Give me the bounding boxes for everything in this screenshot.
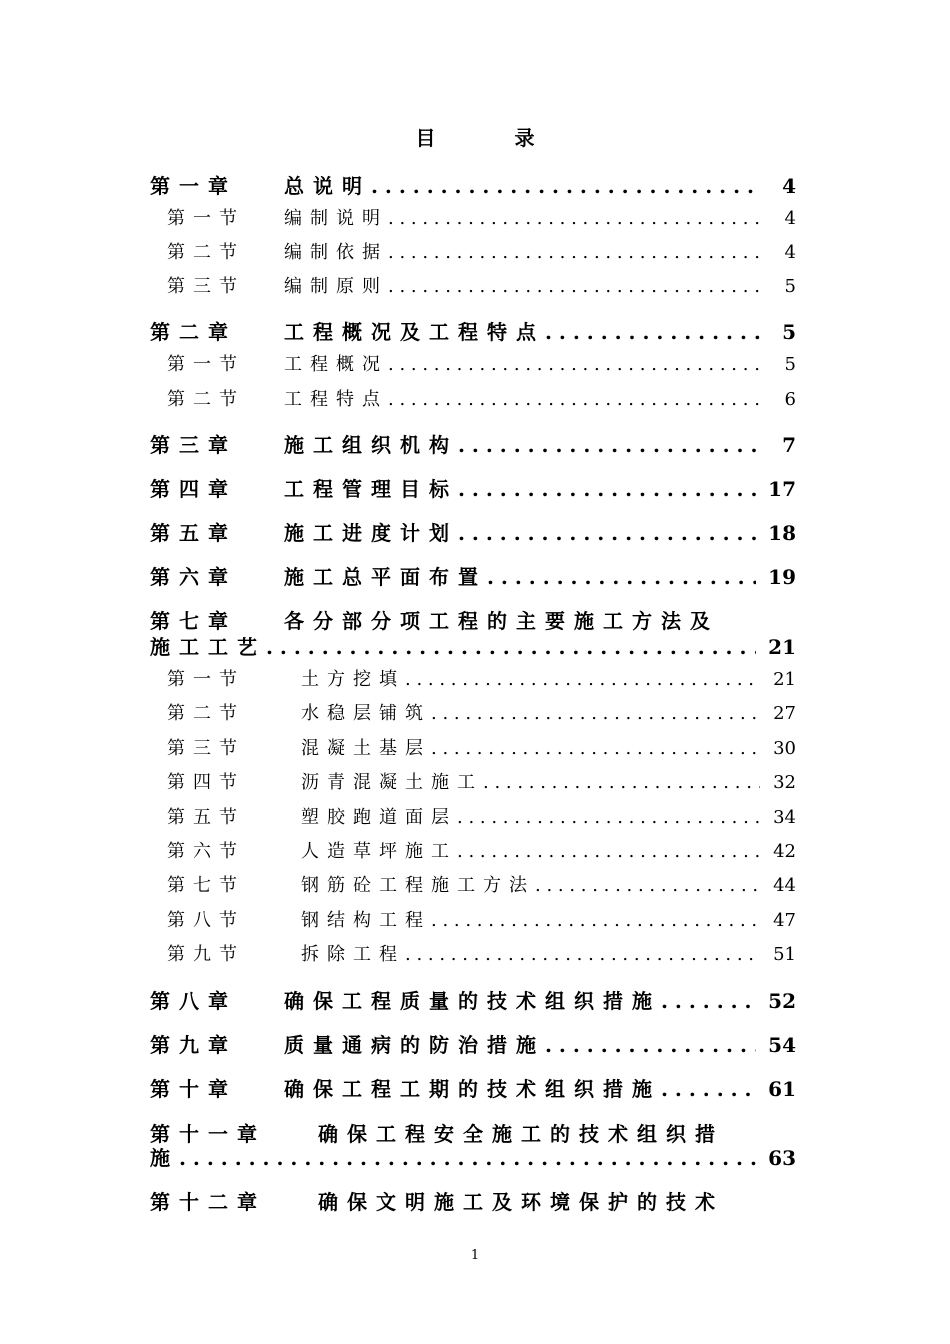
toc-page-number: 4 <box>784 208 796 229</box>
toc-page-number: 7 <box>782 433 796 457</box>
toc-chapter-entry[interactable] <box>150 170 796 199</box>
toc-section-entry[interactable] <box>167 940 796 966</box>
toc-page-number: 4 <box>782 174 796 198</box>
toc-leader-dots <box>388 276 760 297</box>
toc-section-entry[interactable] <box>167 204 796 230</box>
toc-entry-label: 第三章 <box>150 433 237 457</box>
toc-entry-label: 第二章 <box>150 320 237 344</box>
toc-page-number: 18 <box>768 521 796 545</box>
toc-leader-dots <box>431 738 760 759</box>
toc-entry-title-continued: 施工工艺 <box>150 635 266 659</box>
toc-entry-label: 第九节 <box>167 944 245 965</box>
toc-page-number: 32 <box>773 772 796 793</box>
page-number: 1 <box>470 1248 480 1263</box>
toc-entry-title: 编制说明 <box>284 208 388 229</box>
toc-entry-label: 第二节 <box>167 703 245 724</box>
toc-leader-dots <box>405 944 760 965</box>
toc-leader-dots <box>266 635 756 659</box>
toc-section-entry[interactable] <box>167 665 796 691</box>
toc-entry-title: 确保工程质量的技术组织措施 <box>284 989 661 1013</box>
toc-leader-dots <box>483 772 760 793</box>
toc-page-number: 63 <box>768 1146 796 1170</box>
toc-page-number: 5 <box>784 354 796 375</box>
toc-leader-dots <box>388 242 760 263</box>
toc-entry-title: 编制依据 <box>284 242 388 263</box>
toc-section-entry[interactable] <box>167 238 796 264</box>
toc-page-number: 51 <box>773 944 796 965</box>
toc-entry-label: 第五节 <box>167 807 245 828</box>
toc-entry-title: 人造草坪施工 <box>301 841 457 862</box>
toc-chapter-entry[interactable] <box>150 1029 796 1058</box>
toc-entry-title: 拆除工程 <box>301 944 405 965</box>
toc-entry-title: 水稳层铺筑 <box>301 703 431 724</box>
toc-leader-dots <box>457 807 760 828</box>
toc-entry-label: 第八章 <box>150 989 237 1013</box>
toc-section-entry[interactable] <box>167 906 796 932</box>
toc-entry-title: 沥青混凝土施工 <box>301 772 483 793</box>
toc-chapter-entry-continued[interactable] <box>150 631 796 660</box>
toc-entry-title: 工程概况 <box>284 354 388 375</box>
toc-entry-label: 第五章 <box>150 521 237 545</box>
toc-leader-dots <box>487 565 756 589</box>
toc-leader-dots <box>371 174 760 198</box>
toc-page-number: 21 <box>768 635 796 659</box>
toc-chapter-entry[interactable] <box>150 561 796 590</box>
toc-entry-title: 确保文明施工及环境保护的技术 <box>318 1190 724 1214</box>
toc-page-number: 27 <box>773 703 796 724</box>
toc-entry-title: 混凝土基层 <box>301 738 431 759</box>
toc-leader-dots <box>535 875 760 896</box>
toc-entry-label: 第一节 <box>167 669 245 690</box>
toc-entry-label: 第二节 <box>167 242 245 263</box>
toc-chapter-entry[interactable] <box>150 1073 796 1102</box>
toc-page-number: 21 <box>773 669 796 690</box>
toc-chapter-entry[interactable] <box>150 517 796 546</box>
toc-entry-title-continued: 施 <box>150 1146 179 1170</box>
toc-leader-dots <box>458 433 760 457</box>
toc-entry-title: 土方挖填 <box>301 669 405 690</box>
toc-page-number: 42 <box>773 841 796 862</box>
toc-entry-label: 第三节 <box>167 738 245 759</box>
toc-section-entry[interactable] <box>167 803 796 829</box>
toc-leader-dots <box>388 208 760 229</box>
toc-entry-title: 钢筋砼工程施工方法 <box>301 875 535 896</box>
toc-section-entry[interactable] <box>167 871 796 897</box>
toc-entry-title: 编制原则 <box>284 276 388 297</box>
toc-chapter-entry[interactable] <box>150 473 796 502</box>
toc-entry-title: 塑胶跑道面层 <box>301 807 457 828</box>
toc-page-number: 30 <box>773 738 796 759</box>
toc-entry-title: 钢结构工程 <box>301 910 431 931</box>
toc-entry-label: 第一章 <box>150 174 237 198</box>
toc-chapter-entry[interactable] <box>150 985 796 1014</box>
toc-entry-label: 第一节 <box>167 208 245 229</box>
toc-entry-label: 第十章 <box>150 1077 237 1101</box>
toc-page-number: 52 <box>768 989 796 1013</box>
toc-chapter-entry-continued[interactable] <box>150 1142 796 1171</box>
toc-leader-dots <box>661 1077 756 1101</box>
toc-page-number: 61 <box>768 1077 796 1101</box>
toc-chapter-entry[interactable] <box>150 605 796 634</box>
toc-entry-title: 工程概况及工程特点 <box>284 320 545 344</box>
toc-section-entry[interactable] <box>167 350 796 376</box>
toc-leader-dots <box>388 389 760 410</box>
toc-page-number: 54 <box>768 1033 796 1057</box>
toc-leader-dots <box>179 1146 756 1170</box>
toc-page-number: 6 <box>784 389 796 410</box>
toc-entry-label: 第九章 <box>150 1033 237 1057</box>
toc-page-number: 34 <box>773 807 796 828</box>
toc-page-number: 4 <box>784 242 796 263</box>
toc-leader-dots <box>405 669 760 690</box>
toc-section-entry[interactable] <box>167 734 796 760</box>
toc-leader-dots <box>545 320 760 344</box>
toc-leader-dots <box>458 477 756 501</box>
toc-section-entry[interactable] <box>167 385 796 411</box>
toc-entry-label: 第四节 <box>167 772 245 793</box>
toc-leader-dots <box>458 521 756 545</box>
toc-entry-title: 确保工程安全施工的技术组织措 <box>318 1122 724 1146</box>
toc-entry-title: 工程特点 <box>284 389 388 410</box>
toc-entry-title: 确保工程工期的技术组织措施 <box>284 1077 661 1101</box>
toc-entry-title: 总说明 <box>284 174 371 198</box>
toc-entry-title: 工程管理目标 <box>284 477 458 501</box>
toc-page-number: 5 <box>782 320 796 344</box>
toc-leader-dots <box>545 1033 756 1057</box>
toc-leader-dots <box>388 354 760 375</box>
toc-entry-title: 施工进度计划 <box>284 521 458 545</box>
toc-entry-label: 第七章 <box>150 609 237 633</box>
toc-chapter-entry[interactable] <box>150 1186 796 1215</box>
toc-entry-label: 第八节 <box>167 910 245 931</box>
toc-entry-label: 第二节 <box>167 389 245 410</box>
toc-entry-label: 第六章 <box>150 565 237 589</box>
toc-leader-dots <box>431 910 760 931</box>
toc-chapter-entry[interactable] <box>150 316 796 345</box>
toc-entry-label: 第一节 <box>167 354 245 375</box>
toc-page-number: 17 <box>768 477 796 501</box>
toc-entry-title: 施工总平面布置 <box>284 565 487 589</box>
toc-page-number: 44 <box>773 875 796 896</box>
toc-entry-title: 质量通病的防治措施 <box>284 1033 545 1057</box>
toc-section-entry[interactable] <box>167 768 796 794</box>
toc-entry-label: 第七节 <box>167 875 245 896</box>
toc-leader-dots <box>661 989 756 1013</box>
toc-page-number: 19 <box>768 565 796 589</box>
toc-entry-title: 各分部分项工程的主要施工方法及 <box>284 609 719 633</box>
toc-entry-label: 第六节 <box>167 841 245 862</box>
toc-chapter-entry[interactable] <box>150 429 796 458</box>
toc-section-entry[interactable] <box>167 699 796 725</box>
toc-entry-label: 第十二章 <box>150 1190 266 1214</box>
toc-entry-title: 施工组织机构 <box>284 433 458 457</box>
toc-title: 目 录 <box>415 126 571 150</box>
toc-entry-label: 第十一章 <box>150 1122 266 1146</box>
toc-entry-label: 第四章 <box>150 477 237 501</box>
toc-leader-dots <box>457 841 760 862</box>
toc-leader-dots <box>431 703 760 724</box>
toc-section-entry[interactable] <box>167 837 796 863</box>
toc-page-number: 5 <box>784 276 796 297</box>
toc-page-number: 47 <box>773 910 796 931</box>
toc-entry-label: 第三节 <box>167 276 245 297</box>
toc-section-entry[interactable] <box>167 272 796 298</box>
